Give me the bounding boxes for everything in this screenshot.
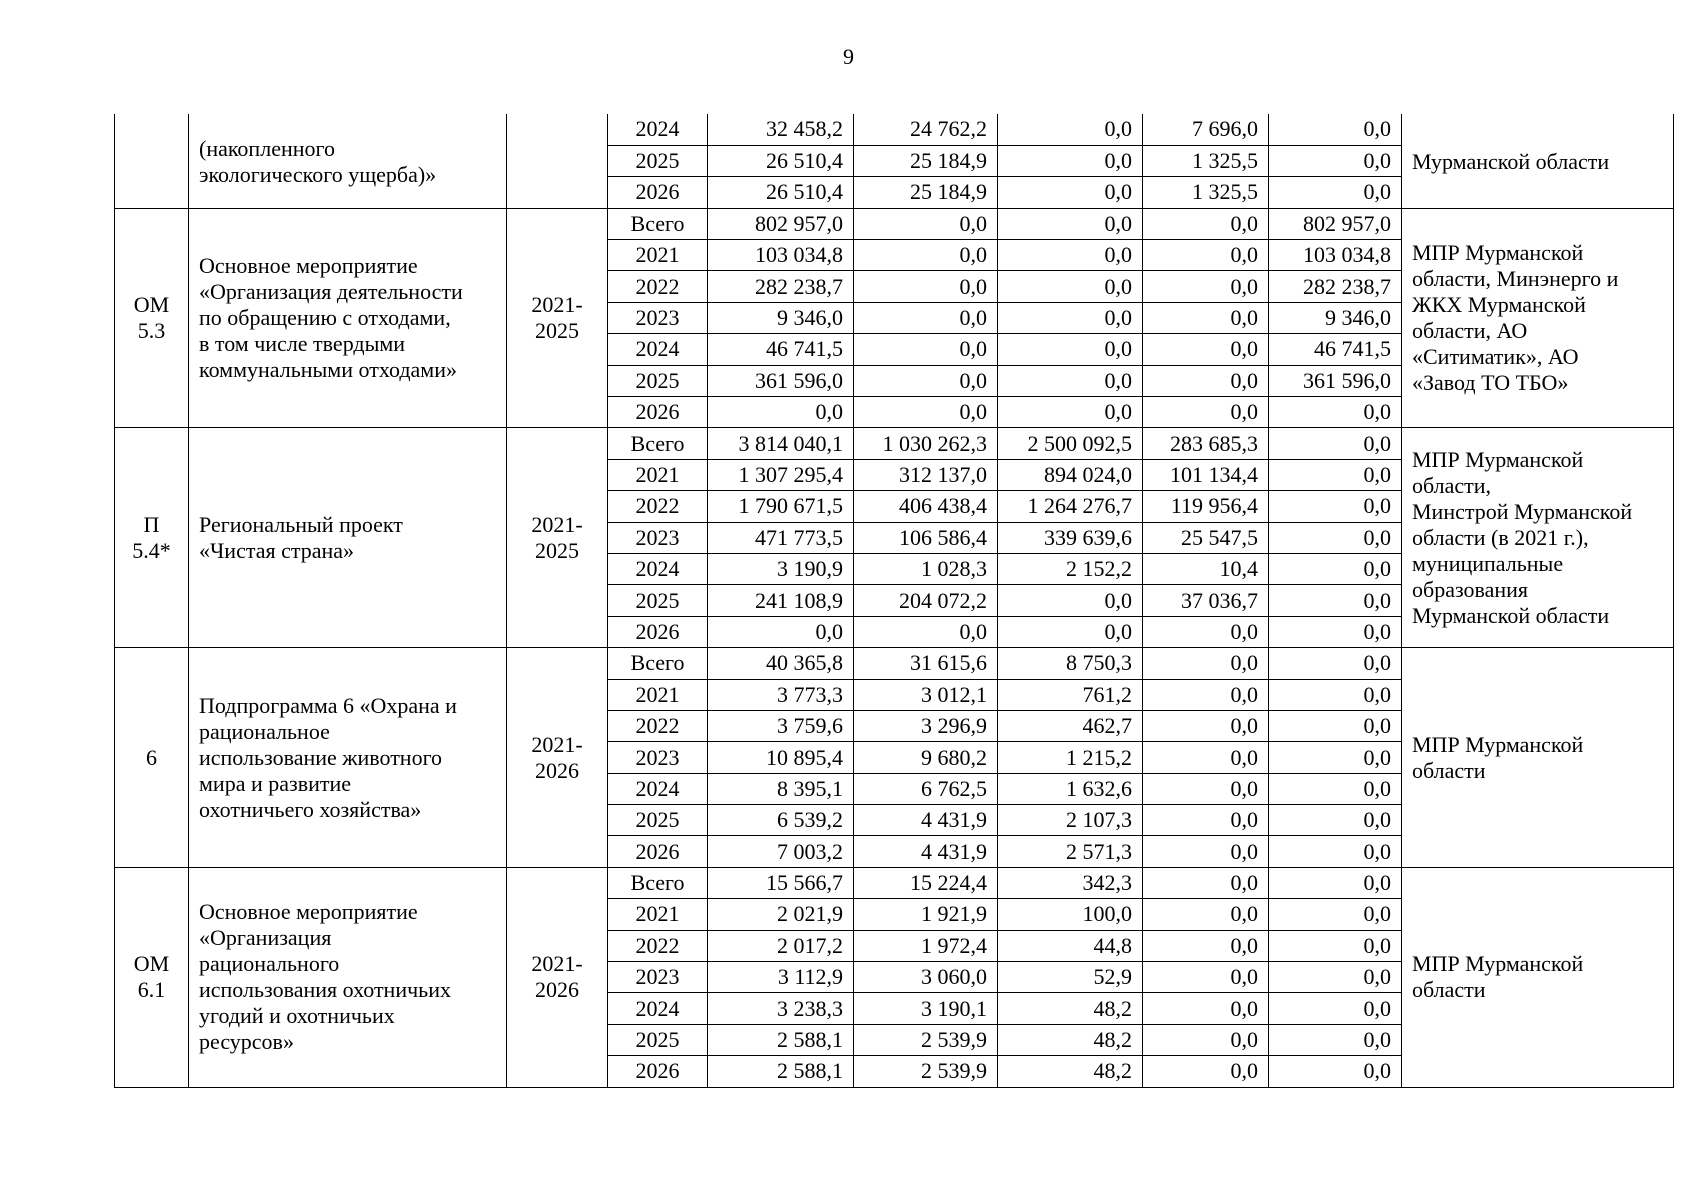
federal-budget-cell: 0,0 — [998, 616, 1143, 647]
item-name: (накопленного экологического ущерба)» — [189, 114, 507, 208]
regional-budget-cell: 0,0 — [854, 240, 998, 271]
item-code — [115, 114, 189, 208]
total-cell: 10 895,4 — [708, 742, 854, 773]
local-budget-cell: 0,0 — [1143, 397, 1269, 428]
regional-budget-cell: 3 190,1 — [854, 993, 998, 1024]
local-budget-cell: 0,0 — [1143, 867, 1269, 898]
year-cell: 2022 — [608, 930, 708, 961]
total-cell: 0,0 — [708, 616, 854, 647]
total-cell: 241 108,9 — [708, 585, 854, 616]
other-sources-cell: 0,0 — [1269, 145, 1402, 176]
federal-budget-cell: 0,0 — [998, 365, 1143, 396]
local-budget-cell: 0,0 — [1143, 805, 1269, 836]
local-budget-cell: 119 956,4 — [1143, 491, 1269, 522]
item-period: 2021- 2026 — [507, 648, 608, 868]
total-cell: 46 741,5 — [708, 334, 854, 365]
local-budget-cell: 0,0 — [1143, 1024, 1269, 1055]
total-cell: 3 759,6 — [708, 710, 854, 741]
federal-budget-cell: 48,2 — [998, 993, 1143, 1024]
regional-budget-cell: 1 921,9 — [854, 899, 998, 930]
other-sources-cell: 9 346,0 — [1269, 302, 1402, 333]
other-sources-cell: 0,0 — [1269, 805, 1402, 836]
total-cell: 103 034,8 — [708, 240, 854, 271]
year-cell: 2023 — [608, 742, 708, 773]
total-cell: 2 017,2 — [708, 930, 854, 961]
regional-budget-cell: 2 539,9 — [854, 1056, 998, 1087]
local-budget-cell: 0,0 — [1143, 773, 1269, 804]
other-sources-cell: 0,0 — [1269, 459, 1402, 490]
other-sources-cell: 0,0 — [1269, 1056, 1402, 1087]
other-sources-cell: 0,0 — [1269, 553, 1402, 584]
federal-budget-cell: 761,2 — [998, 679, 1143, 710]
total-cell: 471 773,5 — [708, 522, 854, 553]
year-cell: 2021 — [608, 899, 708, 930]
item-period: 2021- 2026 — [507, 867, 608, 1087]
total-cell: 2 021,9 — [708, 899, 854, 930]
federal-budget-cell: 0,0 — [998, 177, 1143, 208]
item-period: 2021- 2025 — [507, 208, 608, 428]
local-budget-cell: 0,0 — [1143, 616, 1269, 647]
table-body — [115, 114, 1674, 1087]
federal-budget-cell: 0,0 — [998, 240, 1143, 271]
year-cell: 2025 — [608, 1024, 708, 1055]
federal-budget-cell: 2 500 092,5 — [998, 428, 1143, 459]
other-sources-cell: 0,0 — [1269, 397, 1402, 428]
federal-budget-cell: 0,0 — [998, 114, 1143, 145]
federal-budget-cell: 339 639,6 — [998, 522, 1143, 553]
regional-budget-cell: 25 184,9 — [854, 145, 998, 176]
local-budget-cell: 0,0 — [1143, 836, 1269, 867]
year-cell: 2026 — [608, 836, 708, 867]
local-budget-cell: 1 325,5 — [1143, 177, 1269, 208]
total-cell: 7 003,2 — [708, 836, 854, 867]
total-cell: 3 112,9 — [708, 962, 854, 993]
regional-budget-cell: 24 762,2 — [854, 114, 998, 145]
total-cell: 1 790 671,5 — [708, 491, 854, 522]
regional-budget-cell: 1 028,3 — [854, 553, 998, 584]
regional-budget-cell: 0,0 — [854, 271, 998, 302]
regional-budget-cell: 25 184,9 — [854, 177, 998, 208]
item-code: ОМ 5.3 — [115, 208, 189, 428]
local-budget-cell: 0,0 — [1143, 993, 1269, 1024]
total-cell: 361 596,0 — [708, 365, 854, 396]
item-executor: МПР Мурманской области, Минэнерго и ЖКХ Мурманской области, АО «Ситиматик», АО «Завод ТО ТБО» — [1402, 208, 1674, 428]
federal-budget-cell: 0,0 — [998, 271, 1143, 302]
regional-budget-cell: 312 137,0 — [854, 459, 998, 490]
federal-budget-cell: 0,0 — [998, 208, 1143, 239]
local-budget-cell: 0,0 — [1143, 334, 1269, 365]
total-cell: 3 814 040,1 — [708, 428, 854, 459]
federal-budget-cell: 44,8 — [998, 930, 1143, 961]
other-sources-cell: 46 741,5 — [1269, 334, 1402, 365]
table-row — [115, 428, 1674, 459]
other-sources-cell: 103 034,8 — [1269, 240, 1402, 271]
local-budget-cell: 37 036,7 — [1143, 585, 1269, 616]
year-cell: 2025 — [608, 145, 708, 176]
year-cell: 2025 — [608, 585, 708, 616]
regional-budget-cell: 3 060,0 — [854, 962, 998, 993]
federal-budget-cell: 0,0 — [998, 334, 1143, 365]
year-cell: 2026 — [608, 616, 708, 647]
total-cell: 3 190,9 — [708, 553, 854, 584]
item-code: 6 — [115, 648, 189, 868]
other-sources-cell: 0,0 — [1269, 773, 1402, 804]
federal-budget-cell: 2 152,2 — [998, 553, 1143, 584]
other-sources-cell: 0,0 — [1269, 114, 1402, 145]
year-cell: 2024 — [608, 334, 708, 365]
item-name: Региональный проект «Чистая страна» — [189, 428, 507, 648]
table-row — [115, 114, 1674, 145]
total-cell: 40 365,8 — [708, 648, 854, 679]
total-cell: 0,0 — [708, 397, 854, 428]
regional-budget-cell: 1 030 262,3 — [854, 428, 998, 459]
local-budget-cell: 10,4 — [1143, 553, 1269, 584]
federal-budget-cell: 52,9 — [998, 962, 1143, 993]
year-cell: 2023 — [608, 962, 708, 993]
item-executor: МПР Мурманской области, Минстрой Мурманской области (в 2021 г.), муниципальные образования Мурманской области — [1402, 428, 1674, 648]
other-sources-cell: 0,0 — [1269, 899, 1402, 930]
other-sources-cell: 0,0 — [1269, 742, 1402, 773]
local-budget-cell: 0,0 — [1143, 930, 1269, 961]
year-cell: 2021 — [608, 679, 708, 710]
other-sources-cell: 0,0 — [1269, 648, 1402, 679]
other-sources-cell: 0,0 — [1269, 930, 1402, 961]
total-cell: 1 307 295,4 — [708, 459, 854, 490]
federal-budget-cell: 1 264 276,7 — [998, 491, 1143, 522]
year-cell: 2024 — [608, 114, 708, 145]
item-executor: Мурманской области — [1402, 114, 1674, 208]
regional-budget-cell: 4 431,9 — [854, 836, 998, 867]
federal-budget-cell: 8 750,3 — [998, 648, 1143, 679]
year-cell: 2024 — [608, 773, 708, 804]
year-cell: Всего — [608, 208, 708, 239]
regional-budget-cell: 2 539,9 — [854, 1024, 998, 1055]
local-budget-cell: 25 547,5 — [1143, 522, 1269, 553]
regional-budget-cell: 15 224,4 — [854, 867, 998, 898]
federal-budget-cell: 0,0 — [998, 397, 1143, 428]
regional-budget-cell: 31 615,6 — [854, 648, 998, 679]
local-budget-cell: 101 134,4 — [1143, 459, 1269, 490]
other-sources-cell: 0,0 — [1269, 867, 1402, 898]
local-budget-cell: 0,0 — [1143, 962, 1269, 993]
local-budget-cell: 0,0 — [1143, 710, 1269, 741]
other-sources-cell: 0,0 — [1269, 428, 1402, 459]
local-budget-cell: 0,0 — [1143, 365, 1269, 396]
local-budget-cell: 0,0 — [1143, 679, 1269, 710]
regional-budget-cell: 0,0 — [854, 208, 998, 239]
year-cell: 2024 — [608, 553, 708, 584]
regional-budget-cell: 0,0 — [854, 334, 998, 365]
total-cell: 26 510,4 — [708, 177, 854, 208]
other-sources-cell: 0,0 — [1269, 616, 1402, 647]
table-row — [115, 648, 1674, 679]
federal-budget-cell: 462,7 — [998, 710, 1143, 741]
year-cell: Всего — [608, 648, 708, 679]
year-cell: Всего — [608, 867, 708, 898]
item-name: Основное мероприятие «Организация рационального использования охотничьих угодий и охотничьих ресурсов» — [189, 867, 507, 1087]
year-cell: 2022 — [608, 710, 708, 741]
item-name: Основное мероприятие «Организация деятельности по обращению с отходами, в том числе твердыми коммунальными отходами» — [189, 208, 507, 428]
total-cell: 802 957,0 — [708, 208, 854, 239]
year-cell: 2021 — [608, 240, 708, 271]
regional-budget-cell: 1 972,4 — [854, 930, 998, 961]
year-cell: 2026 — [608, 177, 708, 208]
table-row — [115, 867, 1674, 898]
other-sources-cell: 0,0 — [1269, 993, 1402, 1024]
item-executor: МПР Мурманской области — [1402, 648, 1674, 868]
item-executor: МПР Мурманской области — [1402, 867, 1674, 1087]
other-sources-cell: 361 596,0 — [1269, 365, 1402, 396]
regional-budget-cell: 6 762,5 — [854, 773, 998, 804]
year-cell: 2025 — [608, 365, 708, 396]
total-cell: 3 773,3 — [708, 679, 854, 710]
year-cell: 2026 — [608, 1056, 708, 1087]
year-cell: 2024 — [608, 993, 708, 1024]
local-budget-cell: 283 685,3 — [1143, 428, 1269, 459]
local-budget-cell: 0,0 — [1143, 1056, 1269, 1087]
federal-budget-cell: 2 107,3 — [998, 805, 1143, 836]
federal-budget-cell: 0,0 — [998, 585, 1143, 616]
local-budget-cell: 0,0 — [1143, 240, 1269, 271]
total-cell: 282 238,7 — [708, 271, 854, 302]
regional-budget-cell: 0,0 — [854, 302, 998, 333]
regional-budget-cell: 9 680,2 — [854, 742, 998, 773]
other-sources-cell: 0,0 — [1269, 491, 1402, 522]
total-cell: 2 588,1 — [708, 1056, 854, 1087]
federal-budget-cell: 0,0 — [998, 302, 1143, 333]
other-sources-cell: 0,0 — [1269, 836, 1402, 867]
regional-budget-cell: 106 586,4 — [854, 522, 998, 553]
local-budget-cell: 0,0 — [1143, 742, 1269, 773]
local-budget-cell: 0,0 — [1143, 208, 1269, 239]
funding-table — [114, 114, 1674, 1088]
year-cell: Всего — [608, 428, 708, 459]
regional-budget-cell: 0,0 — [854, 616, 998, 647]
total-cell: 6 539,2 — [708, 805, 854, 836]
page-number: 9 — [843, 44, 854, 69]
year-cell: 2021 — [608, 459, 708, 490]
local-budget-cell: 1 325,5 — [1143, 145, 1269, 176]
total-cell: 3 238,3 — [708, 993, 854, 1024]
other-sources-cell: 282 238,7 — [1269, 271, 1402, 302]
local-budget-cell: 7 696,0 — [1143, 114, 1269, 145]
federal-budget-cell: 1 215,2 — [998, 742, 1143, 773]
total-cell: 15 566,7 — [708, 867, 854, 898]
federal-budget-cell: 894 024,0 — [998, 459, 1143, 490]
total-cell: 8 395,1 — [708, 773, 854, 804]
other-sources-cell: 802 957,0 — [1269, 208, 1402, 239]
federal-budget-cell: 342,3 — [998, 867, 1143, 898]
total-cell: 26 510,4 — [708, 145, 854, 176]
federal-budget-cell: 0,0 — [998, 145, 1143, 176]
federal-budget-cell: 48,2 — [998, 1024, 1143, 1055]
year-cell: 2022 — [608, 271, 708, 302]
total-cell: 2 588,1 — [708, 1024, 854, 1055]
item-period — [507, 114, 608, 208]
other-sources-cell: 0,0 — [1269, 585, 1402, 616]
other-sources-cell: 0,0 — [1269, 522, 1402, 553]
local-budget-cell: 0,0 — [1143, 302, 1269, 333]
regional-budget-cell: 4 431,9 — [854, 805, 998, 836]
other-sources-cell: 0,0 — [1269, 962, 1402, 993]
local-budget-cell: 0,0 — [1143, 899, 1269, 930]
other-sources-cell: 0,0 — [1269, 679, 1402, 710]
total-cell: 32 458,2 — [708, 114, 854, 145]
regional-budget-cell: 406 438,4 — [854, 491, 998, 522]
item-period: 2021- 2025 — [507, 428, 608, 648]
year-cell: 2023 — [608, 522, 708, 553]
other-sources-cell: 0,0 — [1269, 1024, 1402, 1055]
table-row — [115, 208, 1674, 239]
other-sources-cell: 0,0 — [1269, 177, 1402, 208]
federal-budget-cell: 100,0 — [998, 899, 1143, 930]
regional-budget-cell: 204 072,2 — [854, 585, 998, 616]
year-cell: 2022 — [608, 491, 708, 522]
regional-budget-cell: 3 296,9 — [854, 710, 998, 741]
regional-budget-cell: 3 012,1 — [854, 679, 998, 710]
year-cell: 2025 — [608, 805, 708, 836]
item-name: Подпрограмма 6 «Охрана и рациональное использование животного мира и развитие охотничьего хозяйства» — [189, 648, 507, 868]
year-cell: 2026 — [608, 397, 708, 428]
total-cell: 9 346,0 — [708, 302, 854, 333]
federal-budget-cell: 2 571,3 — [998, 836, 1143, 867]
regional-budget-cell: 0,0 — [854, 397, 998, 428]
federal-budget-cell: 1 632,6 — [998, 773, 1143, 804]
item-code: П 5.4* — [115, 428, 189, 648]
federal-budget-cell: 48,2 — [998, 1056, 1143, 1087]
regional-budget-cell: 0,0 — [854, 365, 998, 396]
other-sources-cell: 0,0 — [1269, 710, 1402, 741]
local-budget-cell: 0,0 — [1143, 648, 1269, 679]
item-code: ОМ 6.1 — [115, 867, 189, 1087]
local-budget-cell: 0,0 — [1143, 271, 1269, 302]
year-cell: 2023 — [608, 302, 708, 333]
